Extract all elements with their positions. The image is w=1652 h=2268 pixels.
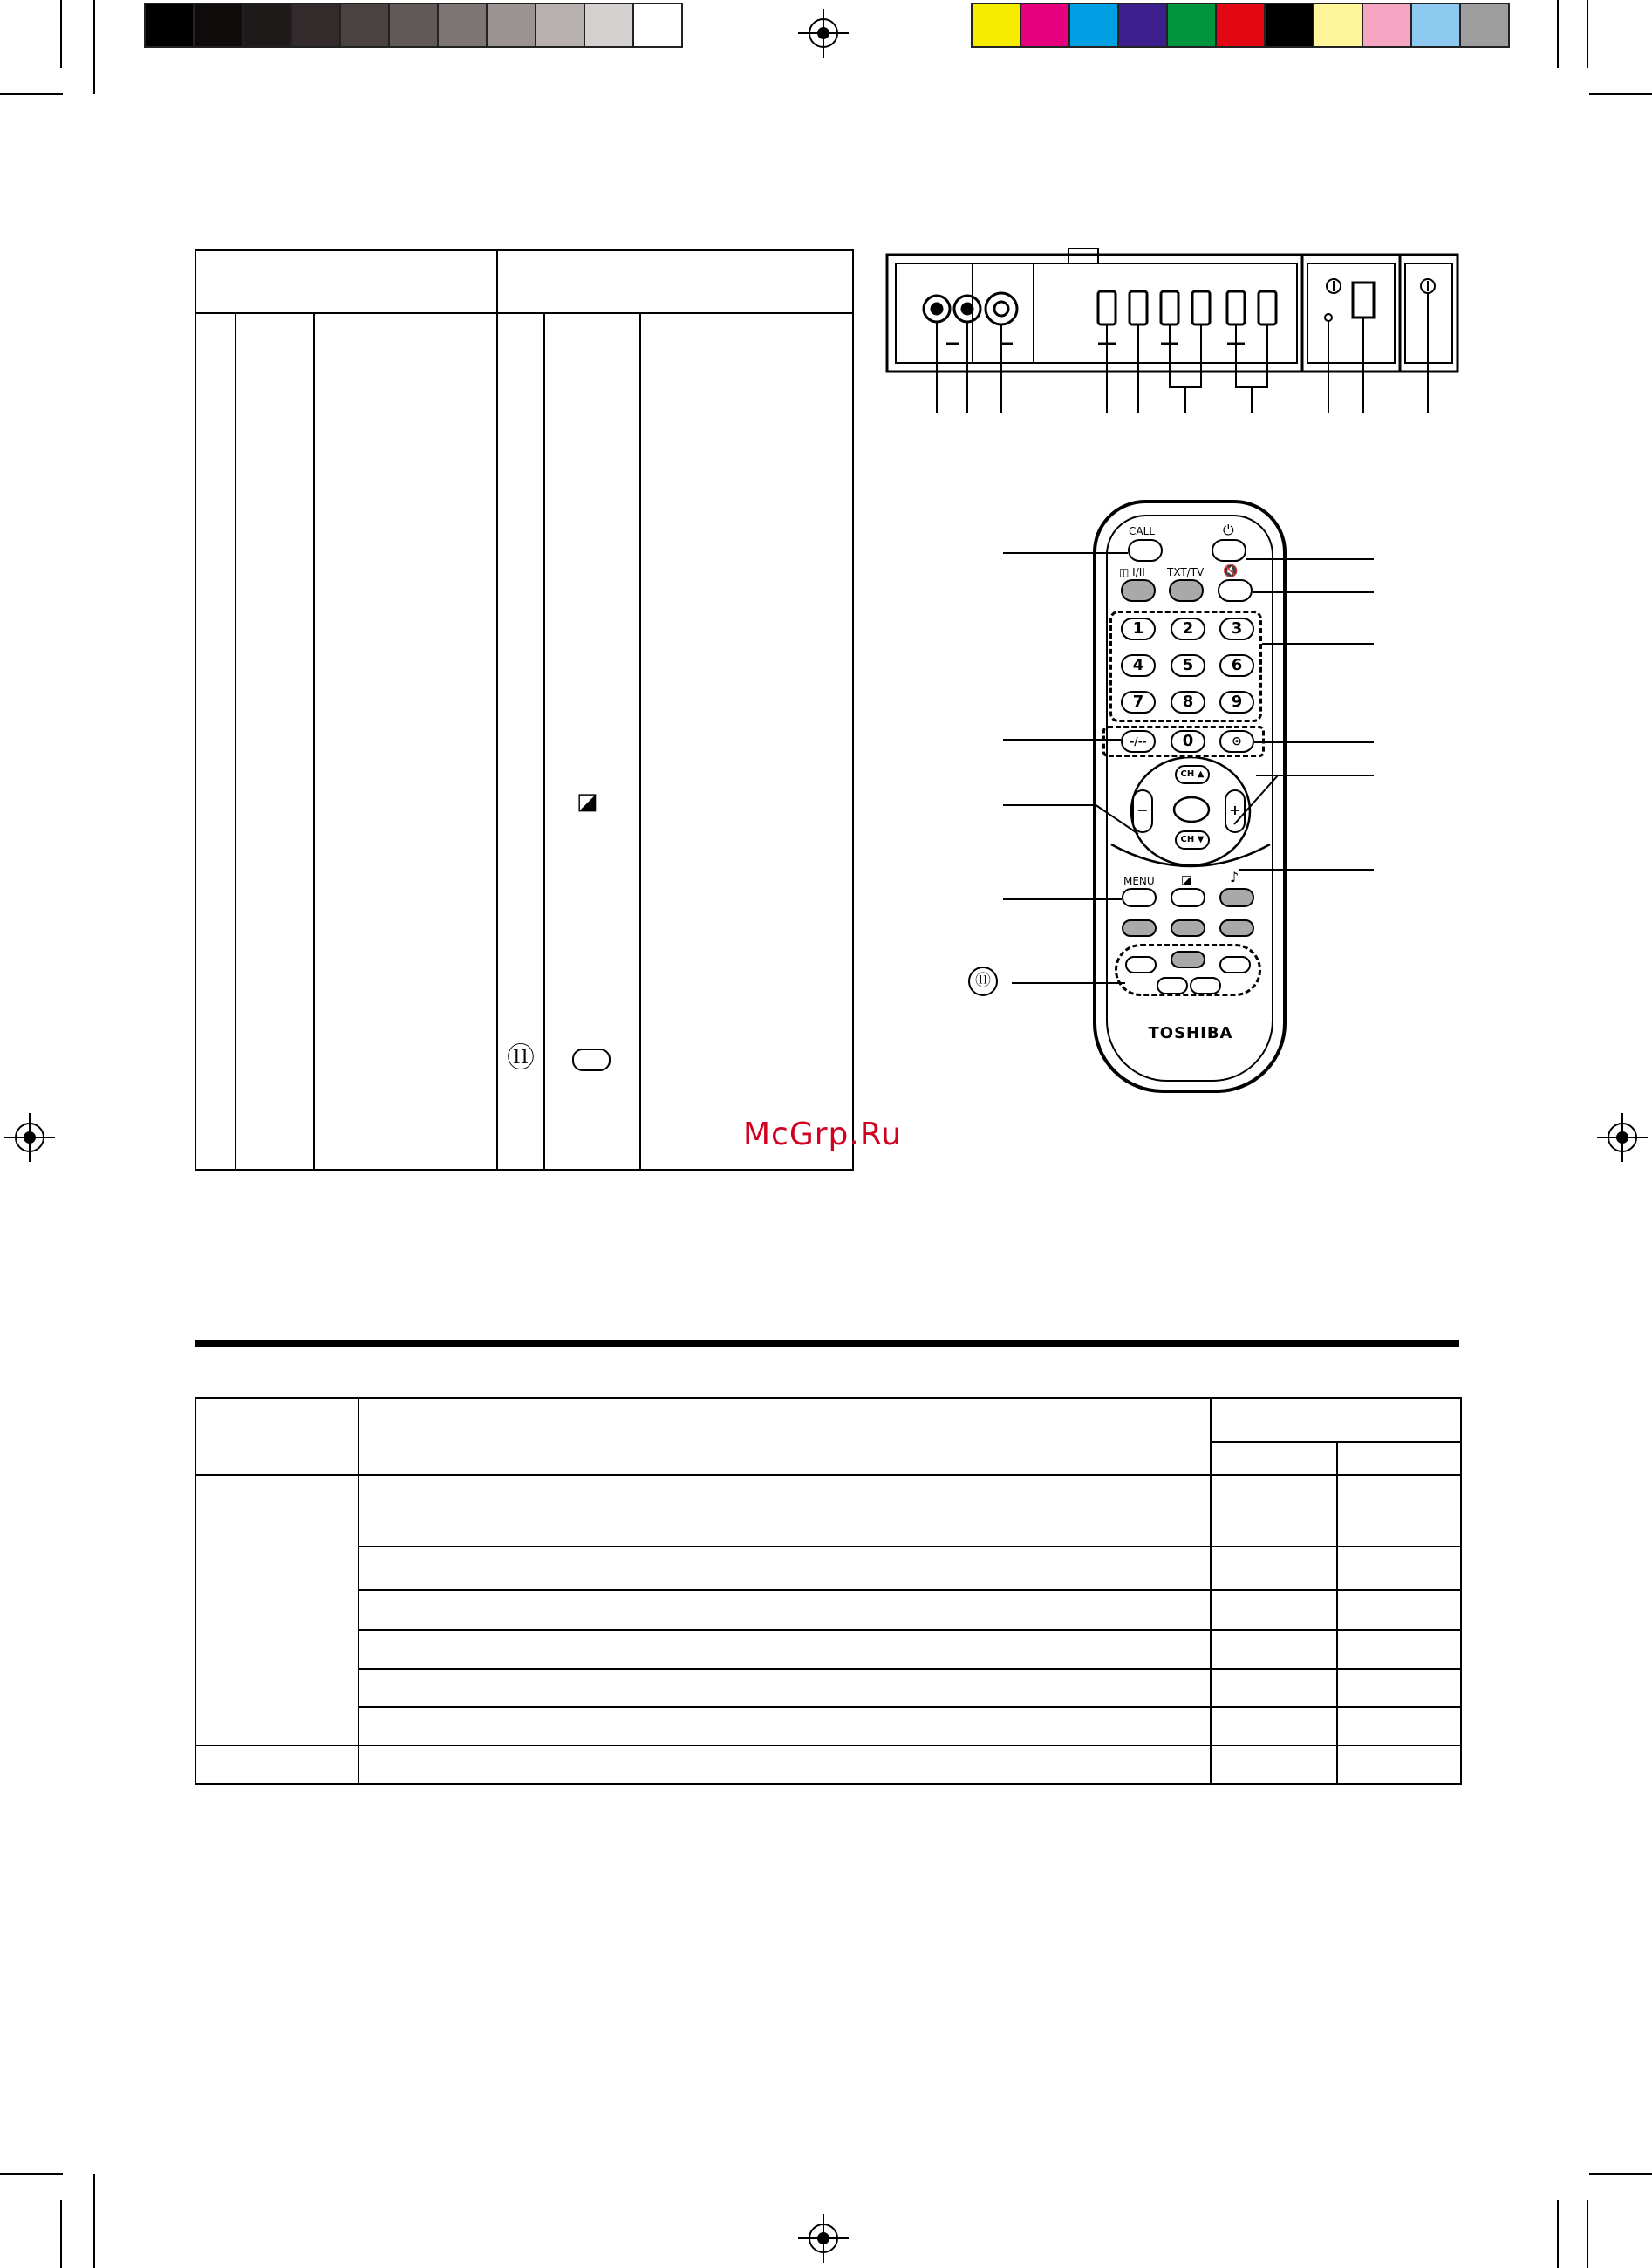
color-swatch <box>145 3 194 47</box>
spec-table-row-line <box>358 1589 1460 1591</box>
callout-line <box>1012 982 1125 984</box>
spec-table-row-line <box>196 1474 1460 1476</box>
spec-table-row-line <box>358 1629 1460 1631</box>
teletext-button-1[interactable] <box>1122 919 1157 937</box>
controls-table-header-line <box>196 312 852 314</box>
color-swatch <box>291 3 340 47</box>
color-swatch <box>536 3 584 47</box>
menu-label: MENU <box>1123 875 1155 887</box>
callout-line <box>1003 552 1128 554</box>
color-swatch <box>1460 3 1509 47</box>
callout-line <box>1262 643 1374 645</box>
callout-line <box>1253 591 1374 593</box>
fastext-blue-button[interactable] <box>1190 977 1221 994</box>
digit-button-7[interactable]: 7 <box>1121 691 1156 714</box>
volume-down-button[interactable]: − <box>1132 789 1153 833</box>
row-number-11: ⑪ <box>507 1041 536 1074</box>
callout-diagonal <box>1230 772 1282 833</box>
call-button[interactable] <box>1128 539 1163 562</box>
fastext-yellow-button[interactable] <box>1219 956 1251 973</box>
color-swatch <box>633 3 682 47</box>
mono-stereo-label: ◫ I/II <box>1119 566 1145 578</box>
color-swatch <box>242 3 291 47</box>
oval-button-icon <box>572 1049 611 1071</box>
power-button[interactable] <box>1212 539 1246 562</box>
callout-line <box>1003 739 1121 741</box>
spec-table-row-line <box>358 1546 1460 1547</box>
spec-table-row-line <box>1210 1441 1460 1443</box>
callout-line <box>1246 558 1374 560</box>
teletext-button-3[interactable] <box>1219 919 1254 937</box>
registration-mark-top <box>798 9 849 58</box>
color-swatch <box>972 3 1021 47</box>
digit-button-8[interactable]: 8 <box>1171 691 1205 714</box>
spec-table-col-line <box>358 1399 359 1783</box>
digit-button-1[interactable]: 1 <box>1121 618 1156 640</box>
tv-front-panel-diagram <box>885 248 1461 422</box>
color-swatch <box>340 3 389 47</box>
spec-table-col-line <box>1210 1399 1212 1783</box>
sound-icon: ♪ <box>1230 869 1239 885</box>
fastext-red-button[interactable] <box>1125 956 1157 973</box>
txt-tv-label: TXT/TV <box>1167 566 1205 578</box>
color-swatch <box>438 3 487 47</box>
controls-table-center-divider <box>496 251 498 1169</box>
spec-table <box>195 1397 1462 1785</box>
volume-up-button[interactable]: + <box>1225 789 1246 833</box>
txt-tv-button[interactable] <box>1169 579 1204 602</box>
picture-mode-icon: ◪ <box>577 789 598 815</box>
callout-line <box>1003 898 1122 900</box>
digit-button-9[interactable]: 9 <box>1219 691 1254 714</box>
teletext-button-2[interactable] <box>1171 919 1205 937</box>
digit-button-2[interactable]: 2 <box>1171 618 1205 640</box>
controls-table-col-line <box>313 312 315 1169</box>
menu-button[interactable] <box>1122 888 1157 907</box>
sound-button[interactable] <box>1219 888 1254 907</box>
registration-mark-right <box>1597 1113 1648 1162</box>
callout-diagonal <box>1090 785 1143 837</box>
recall-button[interactable]: ⊙ <box>1219 730 1254 753</box>
channel-up-button[interactable]: CH ▲ <box>1175 765 1210 784</box>
brand-logo: TOSHIBA <box>1148 1024 1233 1042</box>
callout-line <box>1003 804 1095 806</box>
color-swatch <box>389 3 438 47</box>
digit-button-6[interactable]: 6 <box>1219 654 1254 677</box>
color-swatch <box>1021 3 1069 47</box>
color-swatch <box>1069 3 1118 47</box>
color-swatch <box>1314 3 1362 47</box>
channel-down-button[interactable]: CH ▼ <box>1175 830 1210 850</box>
color-swatch-strip <box>972 3 1509 47</box>
color-swatch <box>1167 3 1216 47</box>
registration-mark-left <box>4 1113 55 1162</box>
fastext-green-button[interactable] <box>1157 977 1188 994</box>
color-swatch <box>487 3 536 47</box>
controls-table-col-line <box>543 312 545 1169</box>
mute-icon: 🔇 <box>1223 564 1239 578</box>
mono-stereo-button[interactable] <box>1121 579 1156 602</box>
controls-table-col-line <box>639 312 641 1169</box>
picture-button[interactable] <box>1171 888 1205 907</box>
controls-table-col-line <box>235 312 236 1169</box>
callout-line <box>1239 869 1374 871</box>
color-swatch <box>1216 3 1265 47</box>
controls-table <box>195 249 854 1171</box>
call-label: CALL <box>1129 525 1155 537</box>
spec-table-row-line <box>196 1745 1460 1746</box>
spec-table-col-line <box>1336 1441 1338 1783</box>
callout-line <box>1254 741 1374 743</box>
spec-table-row-line <box>358 1706 1460 1708</box>
picture-icon: ◪ <box>1181 873 1193 887</box>
power-icon: ⏻ <box>1223 522 1234 538</box>
color-swatch <box>194 3 242 47</box>
digit-button-5[interactable]: 5 <box>1171 654 1205 677</box>
color-swatch <box>584 3 633 47</box>
digit-button-4[interactable]: 4 <box>1121 654 1156 677</box>
dash-button[interactable]: -/-- <box>1121 730 1156 753</box>
callout-number-11: ⑪ <box>968 967 998 996</box>
color-swatch <box>1118 3 1167 47</box>
section-rule <box>195 1340 1459 1347</box>
grey-swatch-strip <box>145 3 682 47</box>
mute-button[interactable] <box>1218 579 1253 602</box>
color-swatch <box>1411 3 1460 47</box>
spec-table-row-line <box>358 1668 1460 1670</box>
registration-mark-bottom <box>798 2214 849 2263</box>
watermark: McGrp.Ru <box>743 1117 903 1152</box>
zero-button[interactable]: 0 <box>1171 730 1205 753</box>
digit-button-3[interactable]: 3 <box>1219 618 1254 640</box>
color-swatch <box>1265 3 1314 47</box>
color-swatch <box>1362 3 1411 47</box>
